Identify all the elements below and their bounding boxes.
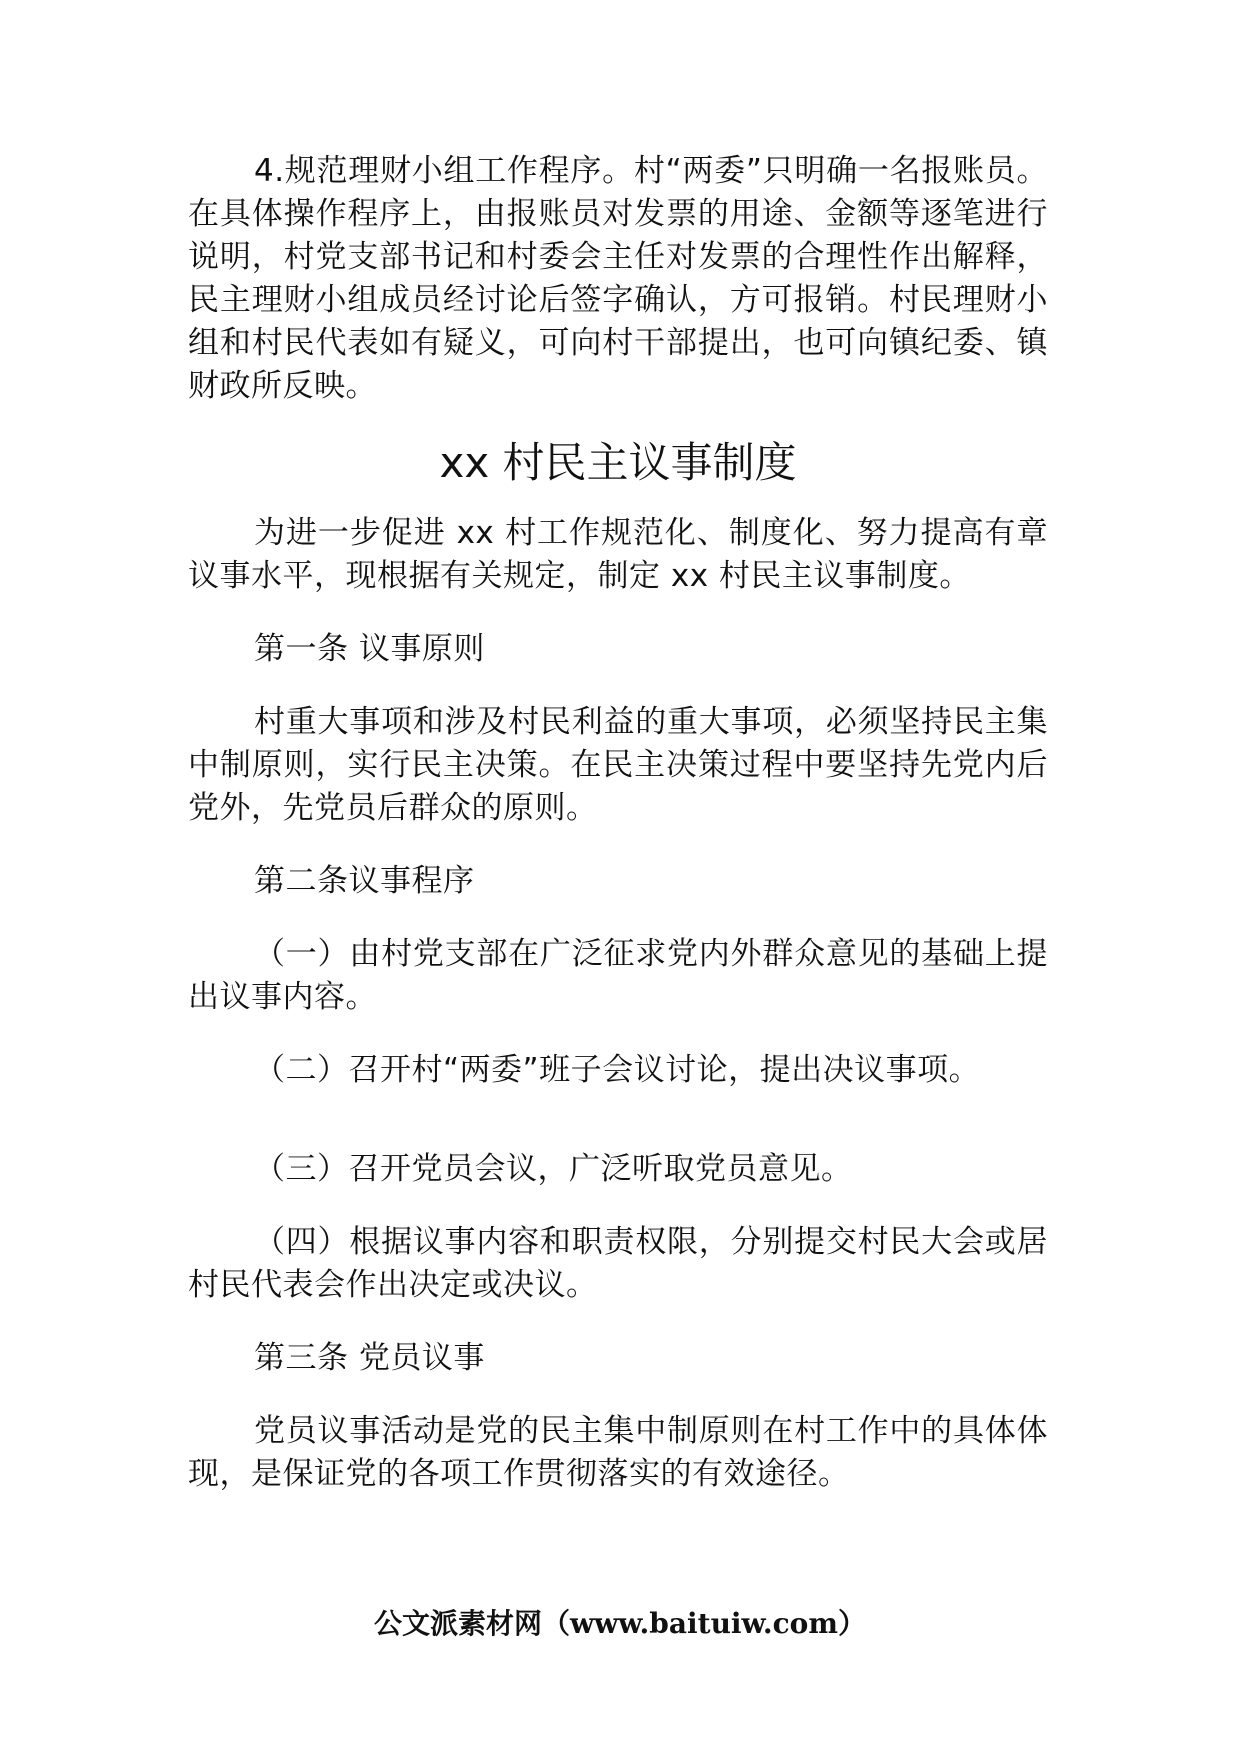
article1-heading: 第一条 议事原则: [254, 631, 485, 667]
article2-heading: 第二条议事程序: [254, 863, 475, 899]
intro-paragraph: 4.规范理财小组工作程序。村“两委”只明确一名报账员。在具体操作程序上，由报账员对发票的用途、金额等逐笔进行说明，村党支部书记和村委会主任对发票的合理性作出解释，民主理财小组成员经讨论后签字确认，方可报销。村民理财小组和村民代表如有疑义，可向村干部提出，也可向镇纪委、镇财政所反映。: [188, 153, 1048, 404]
preamble-paragraph: 为进一步促进 xx 村工作规范化、制度化、努力提高有章议事水平，现根据有关规定，制定 xx 村民主议事制度。: [188, 515, 1048, 594]
document-body: [188, 150, 1048, 1496]
article2-item-4: （四）根据议事内容和职责权限，分别提交村民大会或居村民代表会作出决定或决议。: [188, 1224, 1048, 1303]
article2-item-2: （二）召开村“两委”班子会议讨论，提出决议事项。: [254, 1052, 981, 1088]
article2-item-1: （一）由村党支部在广泛征求党内外群众意见的基础上提出议事内容。: [188, 936, 1048, 1015]
article3-heading: 第三条 党员议事: [254, 1340, 485, 1376]
article2-item-3: （三）召开党员会议，广泛听取党员意见。: [254, 1151, 853, 1187]
source-watermark: 公文派素材网（www.baituiw.com）: [374, 1607, 866, 1640]
article3-body: 党员议事活动是党的民主集中制原则在村工作中的具体体现，是保证党的各项工作贯彻落实的有效途径。: [188, 1413, 1048, 1492]
article1-body: 村重大事项和涉及村民利益的重大事项，必须坚持民主集中制原则，实行民主决策。在民主决策过程中要坚持先党内后党外，先党员后群众的原则。: [188, 704, 1048, 826]
document-title: xx 村民主议事制度: [439, 438, 797, 487]
